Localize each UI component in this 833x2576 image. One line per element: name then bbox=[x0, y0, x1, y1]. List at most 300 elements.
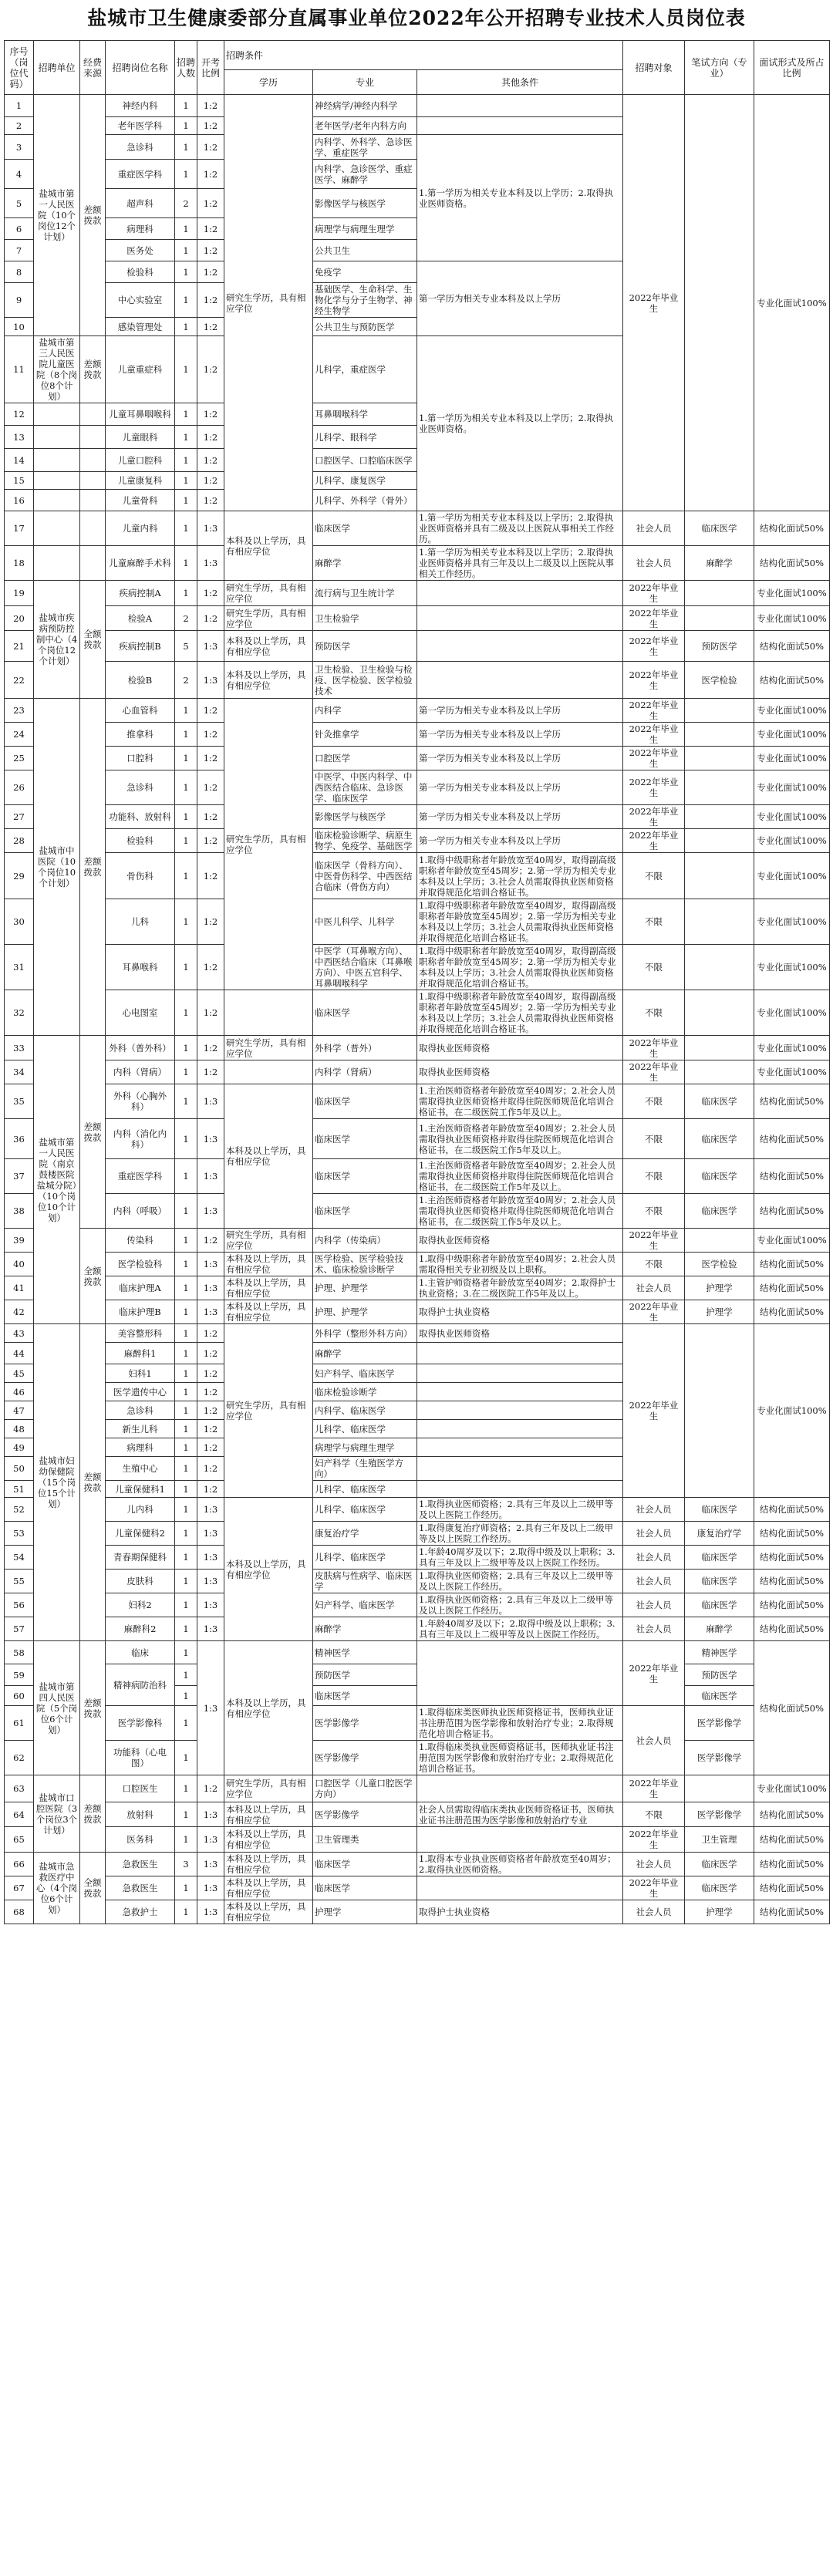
cell-dir: 护理学 bbox=[685, 1900, 754, 1924]
cell-dir bbox=[685, 581, 754, 606]
cell-unit bbox=[34, 403, 80, 426]
cell-ratio: 1:2 bbox=[197, 581, 224, 606]
cell-major: 儿科学、临床医学 bbox=[313, 1498, 417, 1522]
cell-count: 1 bbox=[175, 829, 197, 853]
cell-other: 1.主治医师资格者年龄放宽至40周岁；2.社会人员需取得执业医师资格并取得住院医师规范化培训合格证书，在二级医院工作5年及以上。 bbox=[417, 1084, 623, 1119]
cell-count: 1 bbox=[175, 336, 197, 403]
cell-ratio: 1:3 bbox=[197, 662, 224, 699]
cell-method: 结构化面试50% bbox=[754, 1853, 830, 1876]
cell-seq: 25 bbox=[5, 747, 34, 770]
cell-target: 2022年毕业生 bbox=[623, 662, 685, 699]
cell-count: 1 bbox=[175, 1194, 197, 1229]
cell-post: 口腔医生 bbox=[106, 1775, 175, 1802]
cell-post: 儿童重症科 bbox=[106, 336, 175, 403]
cell-other: 第一学历为相关专业本科及以上学历 bbox=[417, 699, 623, 723]
cell-seq: 26 bbox=[5, 770, 34, 805]
cell-edu: 研究生学历，具有相应学位 bbox=[224, 1229, 313, 1253]
cell-ratio: 1:2 bbox=[197, 318, 224, 336]
cell-count: 1 bbox=[175, 403, 197, 426]
cell-dir: 临床医学 bbox=[685, 1570, 754, 1593]
cell-major: 病理学与病理生理学 bbox=[313, 218, 417, 240]
cell-target: 2022年毕业生 bbox=[623, 581, 685, 606]
cell-post: 儿童骨科 bbox=[106, 490, 175, 511]
cell-method: 专业化面试100% bbox=[754, 829, 830, 853]
cell-dir bbox=[685, 1036, 754, 1060]
cell-count: 1 bbox=[175, 472, 197, 490]
cell-edu: 研究生学历，具有相应学位 bbox=[224, 1324, 313, 1498]
cell-major: 临床医学 bbox=[313, 1119, 417, 1159]
cell-count: 1 bbox=[175, 853, 197, 899]
header-other: 其他条件 bbox=[417, 70, 623, 95]
cell-dir: 康复治疗学 bbox=[685, 1522, 754, 1546]
cell-funding: 全额拨款 bbox=[80, 1853, 106, 1924]
cell-major: 临床医学 bbox=[313, 1194, 417, 1229]
cell-seq: 23 bbox=[5, 699, 34, 723]
cell-count: 5 bbox=[175, 631, 197, 662]
table-row bbox=[5, 1876, 830, 1900]
cell-target: 不限 bbox=[623, 1802, 685, 1827]
cell-ratio: 1:3 bbox=[197, 1159, 224, 1194]
cell-major: 护理、护理学 bbox=[313, 1276, 417, 1300]
cell-major: 卫生检验、卫生检验与检疫、医学检验、医学检验技术 bbox=[313, 662, 417, 699]
cell-dir: 医学检验 bbox=[685, 662, 754, 699]
cell-post: 病理科 bbox=[106, 1438, 175, 1457]
cell-seq: 22 bbox=[5, 662, 34, 699]
cell-count: 1 bbox=[175, 1060, 197, 1084]
table-row bbox=[5, 853, 830, 899]
cell-ratio: 1:2 bbox=[197, 189, 224, 218]
cell-post: 耳鼻喉科 bbox=[106, 945, 175, 990]
cell-major: 儿科学、临床医学 bbox=[313, 1420, 417, 1438]
cell-other bbox=[417, 1364, 623, 1383]
cell-count: 2 bbox=[175, 606, 197, 631]
cell-target: 社会人员 bbox=[623, 546, 685, 581]
cell-post: 心电图室 bbox=[106, 990, 175, 1036]
cell-major: 免疫学 bbox=[313, 261, 417, 283]
cell-major: 妇产科学（生殖医学方向） bbox=[313, 1457, 417, 1481]
cell-funding: 差额拨款 bbox=[80, 1775, 106, 1853]
cell-ratio: 1:2 bbox=[197, 899, 224, 945]
cell-seq: 35 bbox=[5, 1084, 34, 1119]
cell-dir: 临床医学 bbox=[685, 1498, 754, 1522]
cell-major: 公共卫生 bbox=[313, 240, 417, 261]
header-seq: 序号（岗位代码） bbox=[5, 41, 34, 95]
cell-other bbox=[417, 1438, 623, 1457]
cell-major: 公共卫生与预防医学 bbox=[313, 318, 417, 336]
cell-other bbox=[417, 1343, 623, 1364]
cell-other: 1.第一学历为相关专业本科及以上学历；2.取得执业医师资格。 bbox=[417, 336, 623, 511]
cell-major: 妇产科学、临床医学 bbox=[313, 1364, 417, 1383]
cell-ratio: 1:2 bbox=[197, 723, 224, 747]
cell-seq: 60 bbox=[5, 1686, 34, 1706]
cell-major: 老年医学/老年内科方向 bbox=[313, 117, 417, 135]
cell-target: 不限 bbox=[623, 899, 685, 945]
cell-major: 外科学（普外） bbox=[313, 1036, 417, 1060]
cell-seq: 2 bbox=[5, 117, 34, 135]
cell-edu: 本科及以上学历，具有相应学位 bbox=[224, 1900, 313, 1924]
cell-method: 结构化面试50% bbox=[754, 1253, 830, 1276]
cell-major: 中医儿科学、儿科学 bbox=[313, 899, 417, 945]
cell-method: 结构化面试50% bbox=[754, 1900, 830, 1924]
cell-method: 专业化面试100% bbox=[754, 1324, 830, 1498]
cell-dir: 医学影像学 bbox=[685, 1802, 754, 1827]
cell-major: 儿科学、外科学（骨外） bbox=[313, 490, 417, 511]
cell-dir: 临床医学 bbox=[685, 1546, 754, 1570]
cell-seq: 31 bbox=[5, 945, 34, 990]
cell-post: 急救医生 bbox=[106, 1853, 175, 1876]
cell-target: 2022年毕业生 bbox=[623, 1300, 685, 1324]
cell-count: 1 bbox=[175, 1364, 197, 1383]
cell-count: 1 bbox=[175, 1900, 197, 1924]
cell-seq: 17 bbox=[5, 511, 34, 546]
cell-major: 儿科学、眼科学 bbox=[313, 426, 417, 449]
cell-count: 1 bbox=[175, 1522, 197, 1546]
cell-other bbox=[417, 1383, 623, 1401]
cell-edu: 本科及以上学历，具有相应学位 bbox=[224, 1876, 313, 1900]
cell-unit bbox=[34, 546, 80, 581]
cell-dir: 临床医学 bbox=[685, 1853, 754, 1876]
cell-method: 专业化面试100% bbox=[754, 1775, 830, 1802]
cell-post: 妇科2 bbox=[106, 1593, 175, 1617]
cell-funding bbox=[80, 511, 106, 546]
cell-dir bbox=[685, 805, 754, 829]
cell-ratio: 1:3 bbox=[197, 1522, 224, 1546]
cell-edu bbox=[224, 1060, 313, 1084]
cell-other: 1.第一学历为相关专业本科及以上学历；2.取得执业医师资格并具有二级及以上医院从事相关工作经历。 bbox=[417, 511, 623, 546]
cell-other bbox=[417, 1401, 623, 1420]
cell-post: 功能科（心电图） bbox=[106, 1741, 175, 1775]
cell-post: 疾病控制B bbox=[106, 631, 175, 662]
cell-ratio: 1:2 bbox=[197, 1481, 224, 1498]
cell-ratio: 1:2 bbox=[197, 1420, 224, 1438]
cell-funding bbox=[80, 449, 106, 472]
table-body bbox=[5, 41, 830, 1924]
cell-major: 临床医学 bbox=[313, 1686, 417, 1706]
table-row bbox=[5, 41, 830, 70]
cell-seq: 33 bbox=[5, 1036, 34, 1060]
cell-major: 基础医学、生命科学、生物化学与分子生物学、神经生物学 bbox=[313, 283, 417, 318]
cell-method: 结构化面试50% bbox=[754, 1159, 830, 1194]
cell-count: 1 bbox=[175, 1159, 197, 1194]
cell-seq: 51 bbox=[5, 1481, 34, 1498]
cell-major: 临床医学 bbox=[313, 1084, 417, 1119]
table-row bbox=[5, 1229, 830, 1253]
cell-method: 专业化面试100% bbox=[754, 990, 830, 1036]
cell-target: 社会人员 bbox=[623, 1498, 685, 1522]
cell-other: 1.主管护师资格者年龄放宽至40周岁；2.取得护士执业资格；3.在二级医院工作5年及以上。 bbox=[417, 1276, 623, 1300]
cell-target: 2022年毕业生 bbox=[623, 1060, 685, 1084]
cell-unit bbox=[34, 490, 80, 511]
cell-dir: 临床医学 bbox=[685, 1119, 754, 1159]
table-row bbox=[5, 723, 830, 747]
cell-count: 1 bbox=[175, 1084, 197, 1119]
cell-seq: 59 bbox=[5, 1664, 34, 1686]
cell-target: 不限 bbox=[623, 990, 685, 1036]
cell-edu bbox=[224, 990, 313, 1036]
cell-count: 1 bbox=[175, 945, 197, 990]
cell-post: 临床护理B bbox=[106, 1300, 175, 1324]
cell-ratio: 1:2 bbox=[197, 95, 224, 117]
cell-method: 专业化面试100% bbox=[754, 95, 830, 511]
table-row bbox=[5, 1617, 830, 1641]
cell-method: 专业化面试100% bbox=[754, 945, 830, 990]
table-row bbox=[5, 1741, 830, 1775]
cell-seq: 63 bbox=[5, 1775, 34, 1802]
cell-count: 1 bbox=[175, 1253, 197, 1276]
cell-count: 1 bbox=[175, 805, 197, 829]
cell-other: 第一学历为相关专业本科及以上学历 bbox=[417, 805, 623, 829]
cell-method: 结构化面试50% bbox=[754, 1641, 830, 1775]
cell-other: 第一学历为相关专业本科及以上学历 bbox=[417, 723, 623, 747]
cell-unit: 盐城市口腔医院（3个岗位3个计划） bbox=[34, 1775, 80, 1853]
cell-count: 1 bbox=[175, 1383, 197, 1401]
cell-ratio: 1:3 bbox=[197, 1119, 224, 1159]
cell-other: 第一学历为相关专业本科及以上学历 bbox=[417, 829, 623, 853]
cell-count: 1 bbox=[175, 1229, 197, 1253]
cell-funding: 差额拨款 bbox=[80, 95, 106, 336]
cell-major: 口腔医学 bbox=[313, 747, 417, 770]
cell-major: 病理学与病理生理学 bbox=[313, 1438, 417, 1457]
cell-dir bbox=[685, 899, 754, 945]
cell-edu: 本科及以上学历，具有相应学位 bbox=[224, 1827, 313, 1853]
cell-ratio: 1:2 bbox=[197, 1401, 224, 1420]
cell-major: 儿科学、康复医学 bbox=[313, 472, 417, 490]
cell-edu: 本科及以上学历，具有相应学位 bbox=[224, 1276, 313, 1300]
cell-funding bbox=[80, 472, 106, 490]
cell-ratio: 1:2 bbox=[197, 426, 224, 449]
cell-count: 1 bbox=[175, 117, 197, 135]
cell-seq: 32 bbox=[5, 990, 34, 1036]
cell-post: 儿科 bbox=[106, 899, 175, 945]
cell-edu: 研究生学历，具有相应学位 bbox=[224, 1036, 313, 1060]
cell-edu: 本科及以上学历，具有相应学位 bbox=[224, 1641, 313, 1775]
cell-funding bbox=[80, 546, 106, 581]
cell-target: 2022年毕业生 bbox=[623, 1876, 685, 1900]
cell-major: 耳鼻咽喉科学 bbox=[313, 403, 417, 426]
table-row bbox=[5, 990, 830, 1036]
cell-ratio: 1:2 bbox=[197, 606, 224, 631]
table-row bbox=[5, 1546, 830, 1570]
cell-ratio: 1:2 bbox=[197, 490, 224, 511]
cell-method: 结构化面试50% bbox=[754, 662, 830, 699]
cell-dir: 临床医学 bbox=[685, 1159, 754, 1194]
cell-target: 2022年毕业生 bbox=[623, 95, 685, 511]
cell-ratio: 1:2 bbox=[197, 472, 224, 490]
cell-count: 1 bbox=[175, 1641, 197, 1664]
table-row bbox=[5, 1324, 830, 1343]
cell-method: 专业化面试100% bbox=[754, 805, 830, 829]
cell-count: 1 bbox=[175, 1481, 197, 1498]
cell-post: 医学遗传中心 bbox=[106, 1383, 175, 1401]
cell-seq: 3 bbox=[5, 135, 34, 160]
cell-count: 1 bbox=[175, 1617, 197, 1641]
cell-dir: 麻醉学 bbox=[685, 1617, 754, 1641]
table-row bbox=[5, 1522, 830, 1546]
cell-method: 结构化面试50% bbox=[754, 1617, 830, 1641]
cell-dir: 麻醉学 bbox=[685, 546, 754, 581]
cell-edu: 研究生学历，具有相应学位 bbox=[224, 1775, 313, 1802]
cell-major: 临床医学 bbox=[313, 1876, 417, 1900]
cell-seq: 8 bbox=[5, 261, 34, 283]
cell-target: 社会人员 bbox=[623, 1706, 685, 1775]
cell-seq: 67 bbox=[5, 1876, 34, 1900]
cell-dir: 预防医学 bbox=[685, 631, 754, 662]
cell-unit bbox=[34, 511, 80, 546]
cell-seq: 28 bbox=[5, 829, 34, 853]
cell-seq: 52 bbox=[5, 1498, 34, 1522]
cell-post: 急诊科 bbox=[106, 135, 175, 160]
cell-seq: 7 bbox=[5, 240, 34, 261]
cell-post: 儿童耳鼻咽喉科 bbox=[106, 403, 175, 426]
cell-dir: 临床医学 bbox=[685, 1686, 754, 1706]
cell-count: 1 bbox=[175, 747, 197, 770]
cell-target: 2022年毕业生 bbox=[623, 1036, 685, 1060]
cell-edu: 本科及以上学历，具有相应学位 bbox=[224, 1802, 313, 1827]
cell-ratio: 1:3 bbox=[197, 1300, 224, 1324]
cell-count: 1 bbox=[175, 1827, 197, 1853]
cell-seq: 10 bbox=[5, 318, 34, 336]
cell-seq: 16 bbox=[5, 490, 34, 511]
cell-edu: 本科及以上学历，具有相应学位 bbox=[224, 631, 313, 662]
cell-edu: 本科及以上学历，具有相应学位 bbox=[224, 511, 313, 581]
cell-target: 2022年毕业生 bbox=[623, 1775, 685, 1802]
cell-seq: 14 bbox=[5, 449, 34, 472]
cell-count: 1 bbox=[175, 546, 197, 581]
cell-unit: 盐城市中医院（10个岗位10个计划） bbox=[34, 699, 80, 1036]
cell-major: 影像医学与核医学 bbox=[313, 805, 417, 829]
cell-major: 临床医学 bbox=[313, 1159, 417, 1194]
cell-method: 结构化面试50% bbox=[754, 1276, 830, 1300]
cell-dir: 临床医学 bbox=[685, 1194, 754, 1229]
cell-count: 1 bbox=[175, 511, 197, 546]
table-row bbox=[5, 511, 830, 546]
cell-method: 专业化面试100% bbox=[754, 853, 830, 899]
cell-post: 外科（普外科） bbox=[106, 1036, 175, 1060]
cell-ratio: 1:2 bbox=[197, 117, 224, 135]
cell-count: 1 bbox=[175, 1457, 197, 1481]
cell-count: 1 bbox=[175, 283, 197, 318]
cell-count: 1 bbox=[175, 1802, 197, 1827]
cell-seq: 5 bbox=[5, 189, 34, 218]
cell-major: 预防医学 bbox=[313, 1664, 417, 1686]
cell-count: 1 bbox=[175, 1876, 197, 1900]
table-row bbox=[5, 829, 830, 853]
cell-post: 精神病防治科 bbox=[106, 1664, 175, 1706]
cell-other bbox=[417, 606, 623, 631]
cell-major: 妇产科学、临床医学 bbox=[313, 1593, 417, 1617]
cell-ratio: 1:2 bbox=[197, 403, 224, 426]
cell-target: 不限 bbox=[623, 1253, 685, 1276]
cell-other: 取得执业医师资格 bbox=[417, 1060, 623, 1084]
cell-major: 精神医学 bbox=[313, 1641, 417, 1664]
cell-post: 推拿科 bbox=[106, 723, 175, 747]
table-row bbox=[5, 1593, 830, 1617]
cell-post: 内科（呼吸） bbox=[106, 1194, 175, 1229]
cell-other: 1.第一学历为相关专业本科及以上学历；2.取得执业医师资格并具有三年及以上二级及以上医院从事相关工作经历。 bbox=[417, 546, 623, 581]
cell-major: 卫生检验学 bbox=[313, 606, 417, 631]
cell-seq: 50 bbox=[5, 1457, 34, 1481]
cell-other: 1.第一学历为相关专业本科及以上学历；2.取得执业医师资格。 bbox=[417, 135, 623, 261]
table-row bbox=[5, 1900, 830, 1924]
cell-other bbox=[417, 95, 623, 117]
cell-ratio: 1:3 bbox=[197, 1900, 224, 1924]
cell-count: 1 bbox=[175, 261, 197, 283]
cell-dir: 医学检验 bbox=[685, 1253, 754, 1276]
cell-ratio: 1:2 bbox=[197, 1364, 224, 1383]
cell-ratio: 1:2 bbox=[197, 699, 224, 723]
cell-funding: 差额拨款 bbox=[80, 336, 106, 403]
cell-count: 1 bbox=[175, 1498, 197, 1522]
cell-other: 取得护士执业资格 bbox=[417, 1900, 623, 1924]
cell-unit: 盐城市第一人民医院（南京鼓楼医院盐城分院）（10个岗位10个计划） bbox=[34, 1036, 80, 1324]
header-conditions: 招聘条件 bbox=[224, 41, 623, 70]
cell-count: 1 bbox=[175, 135, 197, 160]
cell-dir bbox=[685, 770, 754, 805]
cell-ratio: 1:2 bbox=[197, 336, 224, 403]
cell-ratio: 1:3 bbox=[197, 1276, 224, 1300]
cell-method: 专业化面试100% bbox=[754, 723, 830, 747]
cell-other: 1.取得中级职称者年龄放宽至40周岁，取得副高级职称者年龄放宽至45周岁；2.第一学历为相关专业本科及以上学历；3.社会人员需取得执业医师资格并取得规范化培训合格证书。 bbox=[417, 945, 623, 990]
cell-post: 中心实验室 bbox=[106, 283, 175, 318]
table-row bbox=[5, 1641, 830, 1664]
cell-seq: 18 bbox=[5, 546, 34, 581]
cell-count: 2 bbox=[175, 662, 197, 699]
cell-target: 社会人员 bbox=[623, 1853, 685, 1876]
cell-ratio: 1:3 bbox=[197, 1546, 224, 1570]
cell-post: 儿童口腔科 bbox=[106, 449, 175, 472]
table-row bbox=[5, 1253, 830, 1276]
cell-major: 临床检验诊断学 bbox=[313, 1383, 417, 1401]
cell-other bbox=[417, 662, 623, 699]
cell-dir bbox=[685, 1775, 754, 1802]
cell-other: 1.取得康复治疗师资格；2.具有三年及以上二级甲等及以上医院工作经历。 bbox=[417, 1522, 623, 1546]
cell-seq: 13 bbox=[5, 426, 34, 449]
cell-seq: 64 bbox=[5, 1802, 34, 1827]
cell-post: 临床护理A bbox=[106, 1276, 175, 1300]
cell-ratio: 1:3 bbox=[197, 1617, 224, 1641]
cell-post: 口腔科 bbox=[106, 747, 175, 770]
cell-other: 第一学历为相关专业本科及以上学历 bbox=[417, 770, 623, 805]
cell-funding: 差额拨款 bbox=[80, 1036, 106, 1229]
cell-major: 临床医学 bbox=[313, 1853, 417, 1876]
cell-major: 皮肤病与性病学、临床医学 bbox=[313, 1570, 417, 1593]
cell-seq: 55 bbox=[5, 1570, 34, 1593]
cell-unit: 盐城市疾病预防控制中心（4个岗位12个计划） bbox=[34, 581, 80, 699]
header-direction: 笔试方向（专业） bbox=[685, 41, 754, 95]
cell-target: 不限 bbox=[623, 853, 685, 899]
cell-other bbox=[417, 1641, 623, 1706]
cell-seq: 44 bbox=[5, 1343, 34, 1364]
cell-ratio: 1:3 bbox=[197, 1253, 224, 1276]
cell-target: 2022年毕业生 bbox=[623, 723, 685, 747]
cell-ratio: 1:2 bbox=[197, 160, 224, 189]
cell-major: 护理、护理学 bbox=[313, 1300, 417, 1324]
cell-dir: 临床医学 bbox=[685, 1084, 754, 1119]
cell-edu: 本科及以上学历，具有相应学位 bbox=[224, 662, 313, 699]
cell-dir: 临床医学 bbox=[685, 1593, 754, 1617]
cell-seq: 36 bbox=[5, 1119, 34, 1159]
table-row bbox=[5, 1853, 830, 1876]
cell-post: 传染科 bbox=[106, 1229, 175, 1253]
cell-other: 取得执业医师资格 bbox=[417, 1036, 623, 1060]
cell-method: 专业化面试100% bbox=[754, 1036, 830, 1060]
cell-ratio: 1:2 bbox=[197, 1775, 224, 1802]
cell-ratio: 1:2 bbox=[197, 135, 224, 160]
cell-count: 1 bbox=[175, 723, 197, 747]
cell-dir: 医学影像学 bbox=[685, 1706, 754, 1741]
cell-target: 社会人员 bbox=[623, 1593, 685, 1617]
cell-ratio: 1:3 bbox=[197, 1498, 224, 1522]
